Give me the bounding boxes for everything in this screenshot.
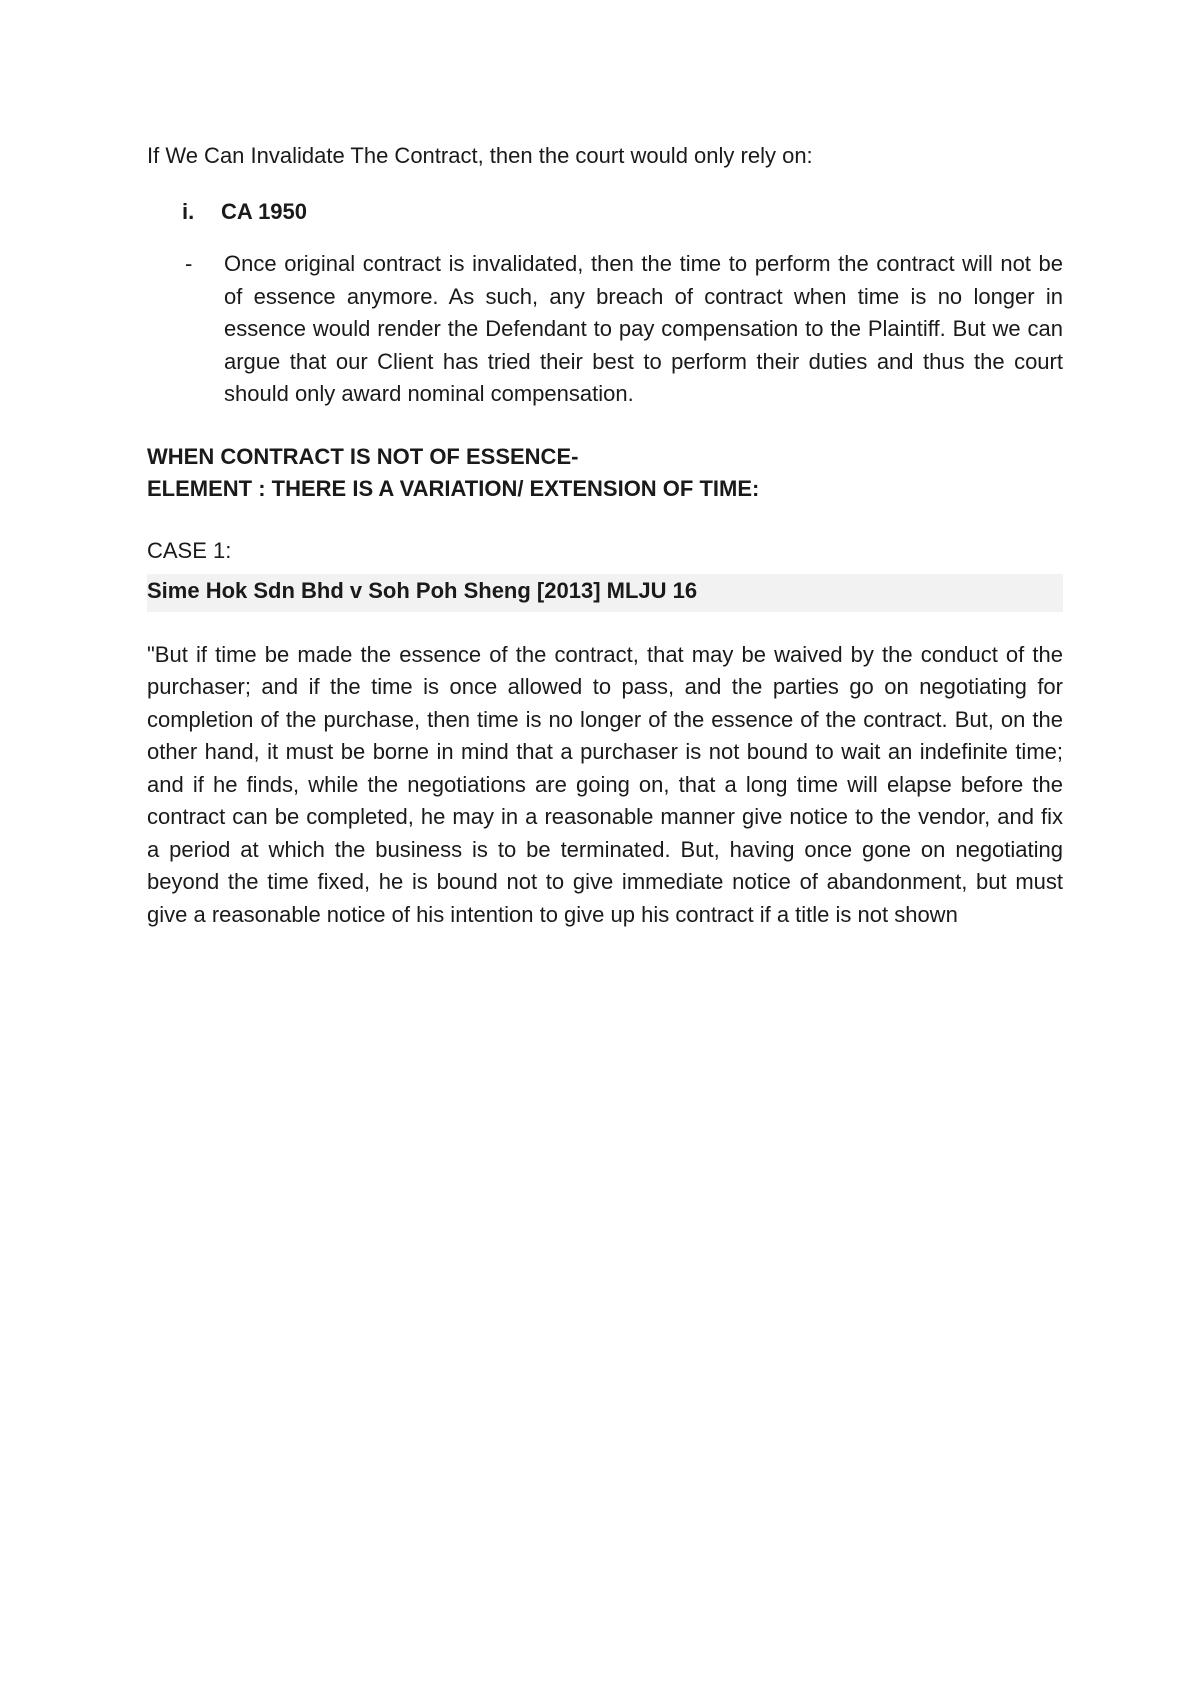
list-item-number: i. [182, 198, 195, 224]
case-title: Sime Hok Sdn Bhd v Soh Poh Sheng [2013] MLJU 16 [147, 574, 1063, 612]
section-heading-line-1: WHEN CONTRACT IS NOT OF ESSENCE- [147, 443, 579, 469]
intro-paragraph: If We Can Invalidate The Contract, then the court would only rely on: [147, 143, 813, 168]
case-label: CASE 1: [147, 537, 232, 563]
bullet-text: Once original contract is invalidated, then the time to perform the contract will not be of essence anymore. As such, any breach of contract when time is no longer in essence would render the Defendant to pay compensation to the Plaintiff. But we can argue that our Client has tried their best to perform their duties and thus the court should only award nominal compensation. [224, 251, 1063, 406]
case-quote: "But if time be made the essence of the contract, that may be waived by the conduct of the purchaser; and if the time is once allowed to pass, and the parties go on negotiating for completion of the purchase, then time is no longer of the essence of the contract. But, on the other hand, it must be borne in mind that a purchaser is not bound to wait an indefinite time; and if he finds, while the negotiations are going on, that a long time will elapse before the contract can be completed, he may in a reasonable manner give notice to the vendor, and fix a period at which the business is to be terminated. But, having once gone on negotiating beyond the time fixed, he is bound not to give immediate notice of abandonment, but must give a reasonable notice of his intention to give up his contract if a title is not shown [147, 641, 1063, 927]
list-item-title: CA 1950 [221, 198, 308, 224]
bullet-item [147, 248, 1063, 411]
section-heading-line-2: ELEMENT : THERE IS A VARIATION/ EXTENSION OF TIME: [147, 476, 760, 501]
section-heading [147, 441, 1063, 506]
document-body [147, 140, 1063, 931]
list-item-heading [147, 196, 1063, 229]
bullet-marker: - [185, 251, 193, 276]
